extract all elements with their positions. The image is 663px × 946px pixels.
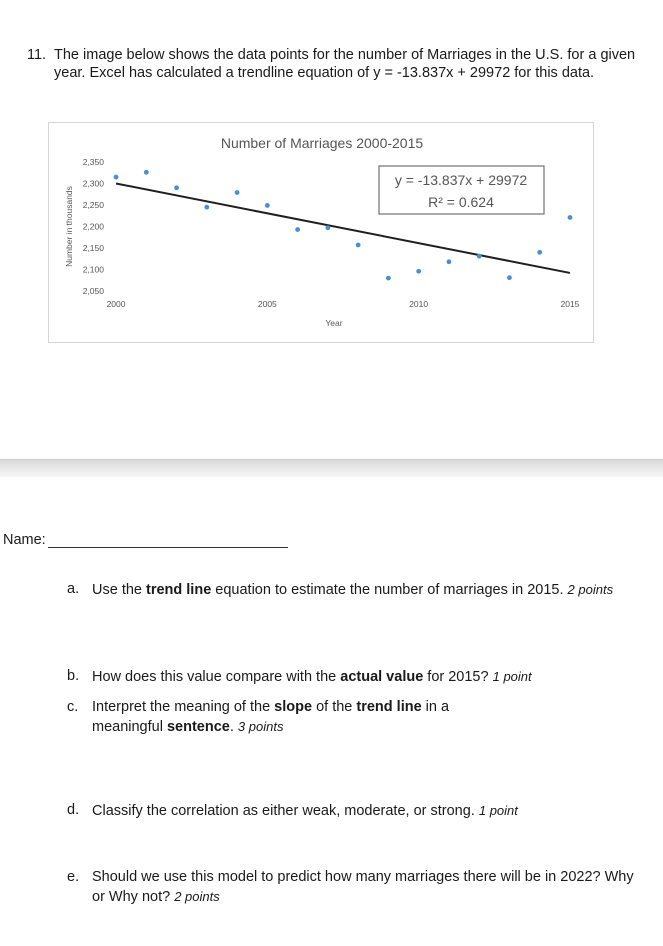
data-point [295,227,300,232]
item-label: c. [67,699,79,715]
data-point [568,215,573,220]
data-point [477,254,482,259]
data-point [507,275,512,280]
points-label: 2 points [174,889,220,904]
y-tick-label: 2,350 [82,157,104,167]
data-point [174,185,179,190]
question-e [67,868,647,907]
question-number: 11. [27,47,47,63]
item-label: d. [67,802,80,818]
scatter-chart [48,122,594,343]
x-tick-label: 2010 [409,299,429,309]
data-point [325,225,330,230]
y-axis-label: Number in thousands [64,186,74,267]
x-tick-label: 2000 [106,299,126,309]
data-point [447,259,452,264]
page-divider [0,459,663,477]
points-label: 2 points [567,582,614,597]
points-label: 3 points [237,719,284,734]
question-d [67,801,647,821]
y-tick-label: 2,150 [82,243,104,253]
trendline-equation: y = -13.837x + 29972 [394,172,528,188]
question-11 [27,46,647,82]
data-point [356,243,361,248]
item-text: Interpret the meaning of the slope of the trend line in a meaningful sentence. 3 points [92,699,450,735]
question-a [67,580,647,600]
question-text: The image below shows the data points for the number of Marriages in the U.S. for a given year. Excel has calculated a trendline equation of y = -13.837x + 29972 for this data. [54,47,636,81]
x-tick-label: 2015 [560,299,580,309]
x-tick-label: 2005 [257,299,277,309]
y-tick-label: 2,200 [82,221,104,232]
data-point [416,269,421,274]
data-point [537,250,542,255]
r-squared-value: R² = 0.624 [428,194,494,210]
y-tick-label: 2,050 [82,286,104,296]
item-text: Classify the correlation as either weak, moderate, or strong. 1 point [92,803,518,819]
name-field-row [3,532,288,548]
y-tick-label: 2,100 [82,264,104,275]
question-c [67,698,487,737]
data-point [144,170,149,175]
data-point [265,203,270,208]
y-tick-label: 2,300 [82,178,104,189]
item-label: e. [67,869,80,885]
name-blank-line[interactable] [48,534,288,548]
item-text: How does this value compare with the actual value for 2015? 1 point [92,669,532,685]
item-text: Use the trend line equation to estimate the number of marriages in 2015. 2 points [92,582,614,598]
chart-title: Number of Marriages 2000-2015 [220,135,424,151]
question-b [67,667,647,687]
data-point [204,205,209,210]
points-label: 1 point [492,669,532,684]
points-label: 1 point [478,803,518,818]
data-point [235,190,240,195]
chart-svg [49,123,595,344]
y-tick-label: 2,250 [82,200,104,210]
data-point [386,276,391,281]
item-label: b. [67,668,80,684]
name-label: Name: [3,532,46,548]
data-point [114,175,119,180]
x-axis-label: Year [325,318,343,328]
item-text: Should we use this model to predict how many marriages there will be in 2022? Why or Why not? 2 points [92,869,634,905]
item-label: a. [67,581,80,597]
